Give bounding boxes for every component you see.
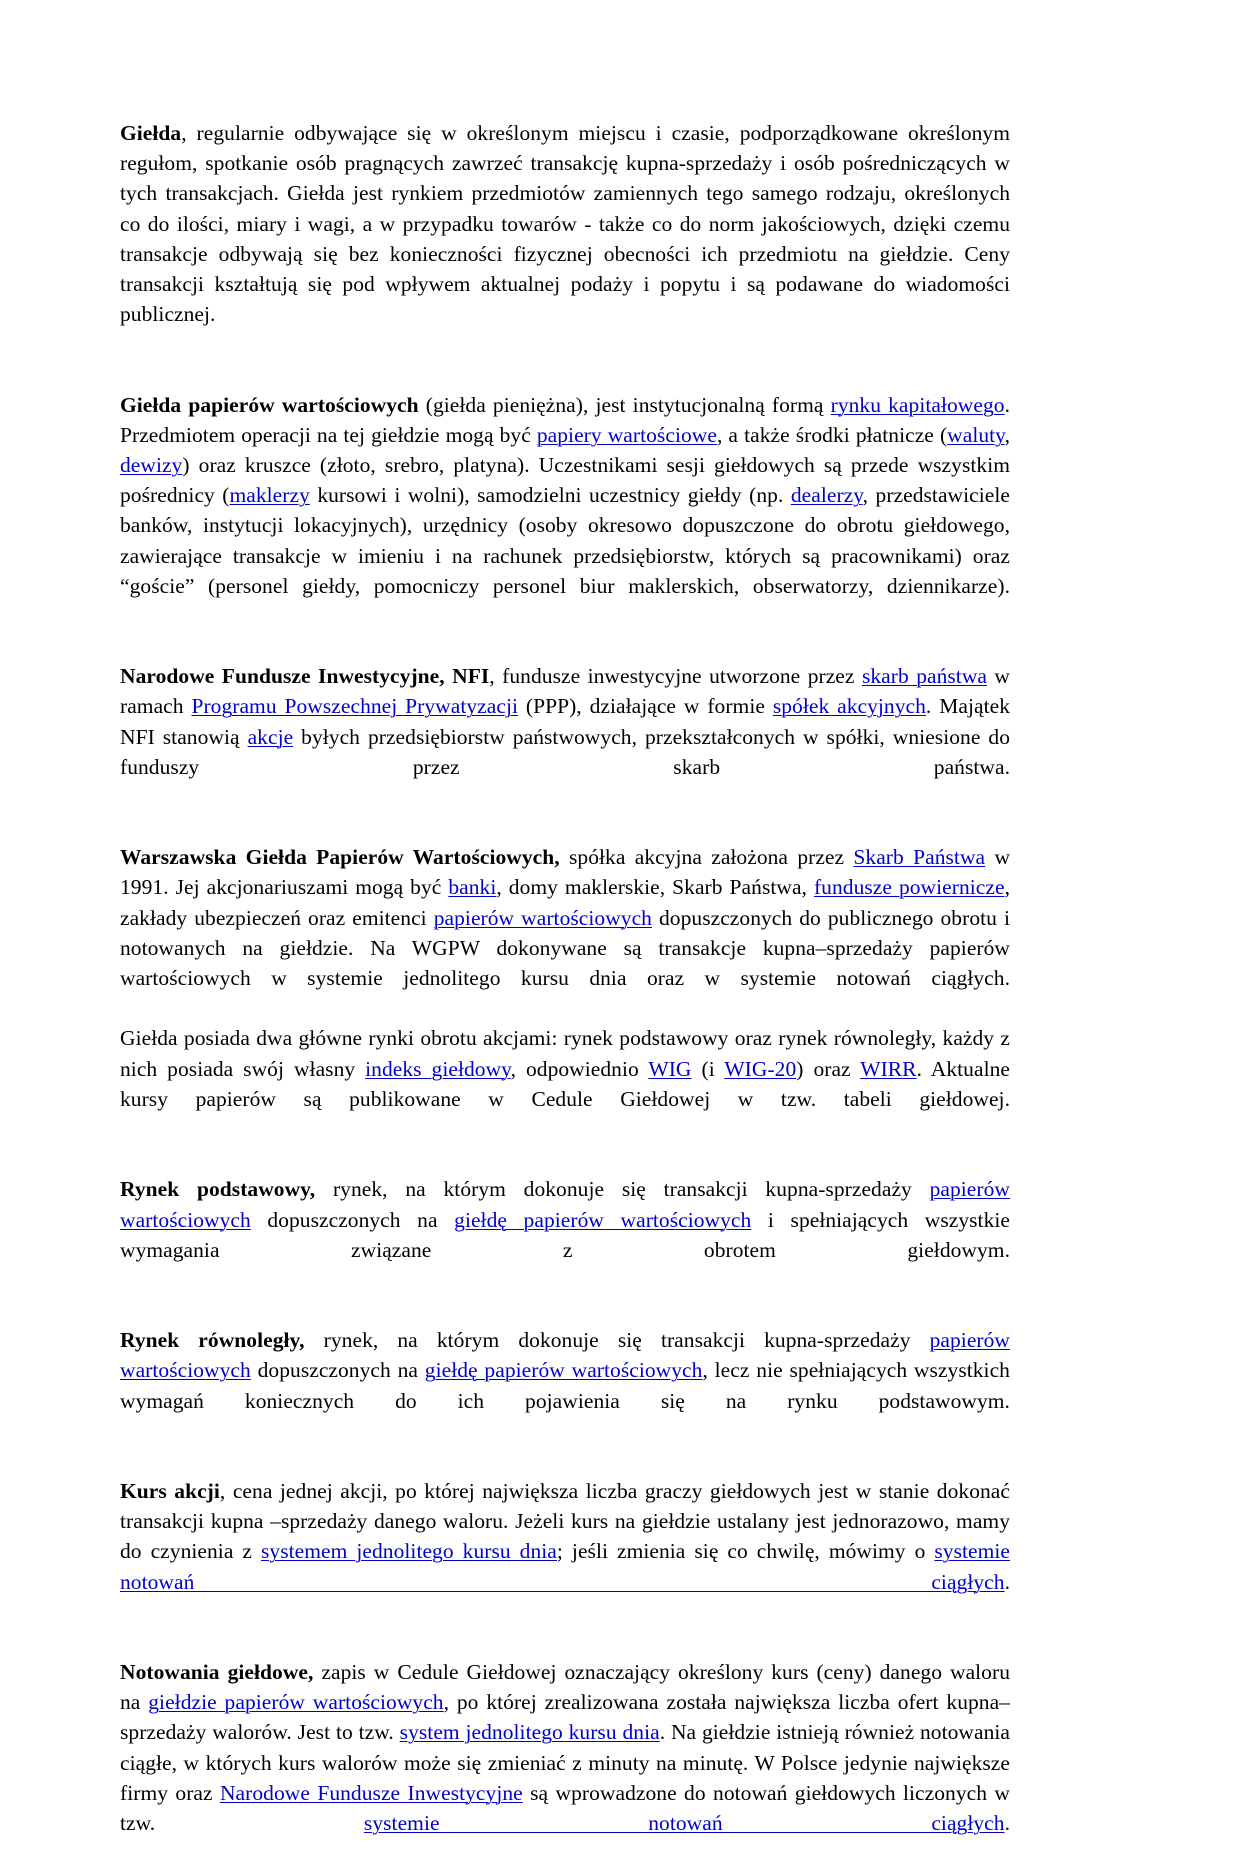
link-systemie-notowan-ciaglych-2[interactable]: systemie notowań ciągłych <box>363 1810 1005 1835</box>
entry-wgpw <box>120 842 1010 1023</box>
entry-wgpw-rynki <box>120 1023 1010 1144</box>
text-segment: rynek, na którym dokonuje się transakcji kupna-sprzedaży <box>315 1177 930 1202</box>
text-segment: spółka akcyjna założona przez <box>559 845 854 870</box>
text-segment: , a także środki płatnicze ( <box>716 422 948 447</box>
term-gielda-papierow-wartosciowych: Giełda papierów wartościowych <box>120 392 419 417</box>
text-segment: są wprowadzone do notowań giełdowych liczonych w tzw. <box>120 1780 1010 1835</box>
text-segment: Giełda posiada dwa główne rynki obrotu akcjami: rynek podstawowy oraz rynek równoległy, każdy z nich posiada swój własny <box>120 1026 1010 1081</box>
term-kurs-akcji: Kurs akcji <box>120 1478 220 1503</box>
link-system-jednolitego-kursu-dnia-2[interactable]: system jednolitego kursu dnia <box>399 1720 660 1745</box>
link-wig-20[interactable]: WIG-20 <box>724 1056 797 1081</box>
text-segment: , domy maklerskie, Skarb Państwa, <box>496 875 814 900</box>
term-narodowe-fundusze-inwestycyjne: Narodowe Fundusze Inwestycyjne, NFI <box>120 664 490 689</box>
text-segment: . Przedmiotem operacji na tej giełdzie mogą być <box>120 392 1010 447</box>
text-segment: kursowi i wolni), samodzielni uczestnicy giełdy (np. <box>309 483 791 508</box>
entry-rynek-podstawowy <box>120 1174 1010 1295</box>
text-segment: , przedstawiciele banków, instytucji lokacyjnych), urzędnicy (osoby okresowo dopuszczone do obrotu giełdowego, zawierające transakcje w imieniu i na rachunek przedsiębiorstw, których są pracownikami) oraz “goście” (personel giełdy, pomocniczy personel biur maklerskich, obserwatorzy, dziennikarze). <box>120 483 1010 598</box>
text-segment: ) oraz <box>796 1056 861 1081</box>
link-papierow-wartosciowych-4[interactable]: papierów wartościowych <box>120 1328 1011 1383</box>
link-waluty[interactable]: waluty <box>947 422 1005 447</box>
link-gielde-papierow-wartosciowych-2[interactable]: giełdę papierów wartościowych <box>424 1358 703 1383</box>
text-segment: , lecz nie spełniających wszystkich wymagań koniecznych do ich pojawienia się na rynku podstawowym. <box>120 1358 1010 1413</box>
link-dewizy[interactable]: dewizy <box>120 453 183 478</box>
link-systemie-notowan-ciaglych[interactable]: systemie notowań ciągłych <box>120 1539 1011 1594</box>
term-rynek-podstawowy: Rynek podstawowy, <box>120 1177 316 1202</box>
link-banki[interactable]: banki <box>448 875 497 900</box>
link-systemem-jednolitego-kursu-dnia[interactable]: systemem jednolitego kursu dnia <box>261 1539 557 1564</box>
term-gielda: Giełda <box>120 121 182 145</box>
text-segment: byłych przedsiębiorstw państwowych, przekształconych w spółki, wniesione do funduszy przez skarb państwa. <box>120 724 1010 779</box>
term-warszawska-gielda-papierow-wartosciowych: Warszawska Giełda Papierów Wartościowych, <box>120 845 560 870</box>
text-segment: zapis w Cedule Giełdowej oznaczający określony kurs (ceny) danego waloru na <box>120 1659 1010 1715</box>
term-rynek-rownolegly: Rynek równoległy, <box>120 1328 305 1353</box>
link-dealerzy[interactable]: dealerzy <box>790 483 863 508</box>
link-wirr[interactable]: WIRR <box>860 1056 917 1081</box>
link-narodowe-fundusze-inwestycyjne[interactable]: Narodowe Fundusze Inwestycyjne <box>219 1780 523 1805</box>
entry-gielda-papierow <box>120 390 1010 632</box>
text-segment: , po której zrealizowana została największa liczba ofert kupna–sprzedaży walorów. Jest to tzw. <box>120 1690 1010 1745</box>
text-segment: , odpowiednio <box>510 1056 649 1081</box>
entry-gielda-text: , regularnie odbywające się w określonym miejscu i czasie, podporządkowane określonym regułom, spotkanie osób pragnących zawrzeć transakcję kupna-sprzedaży i osób pośredniczących w tych transakcjach. Giełda jest rynkiem przedmiotów zamiennych tego samego rodzaju, określonych co do ilości, miary i wagi, a w przypadku towarów - także co do norm jakościowych, dzięki czemu transakcje odbywają się bez konieczności fizycznej obecności ich przedmiotu na giełdzie. Ceny transakcji kształtują się pod wpływem aktualnej podaży i popytu i są podawane do wiadomości publicznej. <box>120 121 1010 327</box>
text-segment: w ramach <box>120 664 1011 719</box>
text-segment: , cena jednej akcji, po której największa liczba graczy giełdowych jest w stanie dokonać transakcji kupna –sprzedaży danego waloru. Jeżeli kurs na giełdzie ustalany jest jednorazowo, mamy do czynienia z <box>120 1478 1010 1564</box>
term-notowania-gieldowe: Notowania giełdowe, <box>120 1659 314 1684</box>
entry-nfi <box>120 661 1010 812</box>
link-akcje[interactable]: akcje <box>247 724 294 749</box>
text-segment: rynek, na którym dokonuje się transakcji kupna-sprzedaży <box>304 1328 930 1353</box>
entry-rynek-rownolegly <box>120 1325 1010 1446</box>
entry-kurs-akcji <box>120 1476 1010 1627</box>
link-maklerzy[interactable]: maklerzy <box>229 483 310 508</box>
link-rynku-kapitalowego[interactable]: rynku kapitałowego <box>830 392 1005 417</box>
text-segment: (giełda pieniężna), jest instytucjonalną formą <box>418 392 831 417</box>
text-segment: . Majątek NFI stanowią <box>120 694 1011 749</box>
link-skarb-panstwa-2[interactable]: Skarb Państwa <box>853 845 986 870</box>
document-body <box>120 118 1010 1868</box>
text-segment: . Aktualne kursy papierów są publikowane w Cedule Giełdowej w tzw. tabeli giełdowej. <box>120 1056 1010 1111</box>
text-segment: (PPP), działające w formie <box>518 694 773 719</box>
link-program-powszechnej-prywatyzacji[interactable]: Programu Powszechnej Prywatyzacji <box>191 694 518 719</box>
text-segment: i spełniających wszystkie wymagania związane z obrotem giełdowym. <box>120 1207 1010 1262</box>
text-segment: w 1991. Jej akcjonariuszami mogą być <box>120 845 1011 900</box>
link-papierow-wartosciowych-3[interactable]: papierów wartościowych <box>120 1177 1010 1232</box>
text-segment: , zakłady ubezpieczeń oraz emitenci <box>120 875 1010 930</box>
link-skarb-panstwa[interactable]: skarb państwa <box>861 664 987 689</box>
entry-gielda <box>120 118 1010 360</box>
link-fundusze-powiernicze[interactable]: fundusze powiernicze <box>813 875 1005 900</box>
text-segment: . Na giełdzie istnieją również notowania ciągłe, w których kurs walorów może się zmieniać z minuty na minutę. W Polsce jedynie największe firmy oraz <box>120 1720 1010 1805</box>
text-segment: dopuszczonych na <box>250 1207 455 1232</box>
entry-notowania-gieldowe <box>120 1657 1010 1868</box>
text-segment: (i <box>691 1056 725 1081</box>
link-papiery-wartosciowe[interactable]: papiery wartościowe <box>536 422 717 447</box>
text-segment: ) oraz kruszce (złoto, srebro, platyna). Uczestnikami sesji giełdowych są przede wszystkim pośrednicy ( <box>120 453 1010 508</box>
link-spolek-akcyjnych[interactable]: spółek akcyjnych <box>772 694 926 719</box>
text-segment: , <box>1004 422 1011 447</box>
link-gieldzie-papierow-wartosciowych[interactable]: giełdzie papierów wartościowych <box>148 1690 444 1715</box>
text-segment: ; jeśli zmienia się co chwilę, mówimy o <box>556 1539 935 1564</box>
link-wig[interactable]: WIG <box>648 1056 692 1081</box>
text-segment: dopuszczonych na <box>250 1358 425 1383</box>
link-indeks-gieldowy[interactable]: indeks giełdowy <box>365 1056 511 1081</box>
link-gielde-papierow-wartosciowych[interactable]: giełdę papierów wartościowych <box>454 1207 752 1232</box>
text-segment: dopuszczonych do publicznego obrotu i notowanych na giełdzie. Na WGPW dokonywane są transakcje kupna–sprzedaży papierów wartościowych w systemie jednolitego kursu dnia oraz w systemie notowań ciągłych. <box>120 905 1010 991</box>
text-segment: . <box>1004 1569 1010 1594</box>
link-papierow-wartosciowych-2[interactable]: papierów wartościowych <box>433 905 652 930</box>
text-segment: . <box>1004 1810 1010 1835</box>
text-segment: , fundusze inwestycyjne utworzone przez <box>489 664 862 689</box>
